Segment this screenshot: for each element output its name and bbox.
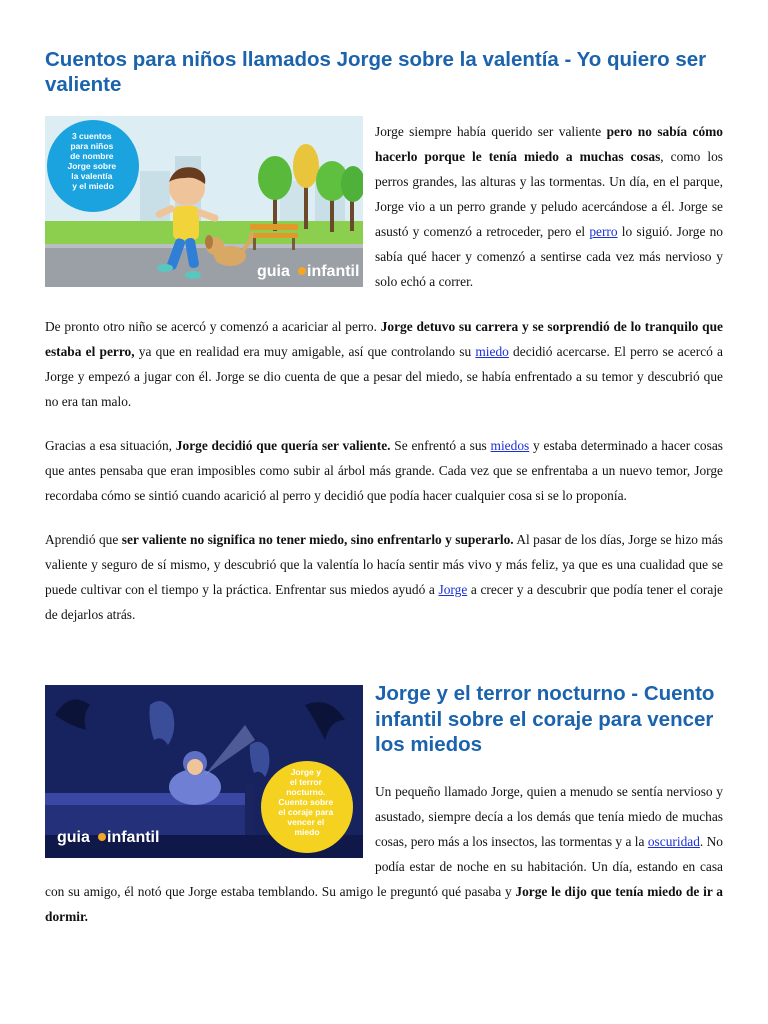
svg-text:3 cuentos para niños xyxy=(67,131,118,191)
p5-text-c: . No podía estar de noche en su habitación. Un día, estando en casa con su amigo, él notó que Jorge estaba temblando. Su amigo le preguntó qué pasaba y xyxy=(45,834,723,899)
badge-1-line-6: y el miedo xyxy=(72,181,114,191)
logo-2-left: guia xyxy=(57,829,90,846)
p4-text-d: a crecer y a descubrir que podía tener el coraje de dejarlos atrás. xyxy=(45,582,723,622)
svg-text:guia xyxy=(257,263,290,280)
link-perro[interactable]: perro xyxy=(589,224,618,239)
article-title-2: Jorge y el terror nocturno - Cuento infantil sobre el coraje para vencer los miedos xyxy=(375,682,715,756)
p4-bold: ser valiente no significa no tener miedo, sino enfrentarlo y superarlo. xyxy=(121,532,514,547)
badge-1-line-3: de nombre xyxy=(70,151,114,161)
p5-text-a: Un pequeño llamado Jorge, quien a menudo se sentía nervioso y asustado, siempre decía a los demás que tenía miedo de muchas cosas, pero más a los insectos, las tormentas y a la xyxy=(375,784,723,849)
link-miedo[interactable]: miedo xyxy=(475,344,509,359)
p4-text-a: Aprendió que xyxy=(45,532,122,547)
p2-text-d: decidió acercarse. El perro se acercó a Jorge y empezó a jugar con él. Jorge se dio cuenta de que a pesar del miedo, se había enfrentado a su temor y descubrió que no era tan malo. xyxy=(45,344,723,409)
paragraph-5 xyxy=(45,779,723,929)
image-wrap-spacer xyxy=(45,779,375,879)
p3-bold: Jorge decidió que quería ser valiente. xyxy=(175,438,391,453)
link-jorge[interactable]: Jorge xyxy=(438,582,468,597)
p3-text-c: Se enfrentó a sus xyxy=(390,438,491,453)
p2-text-c: ya que en realidad era muy amigable, así que controlando su xyxy=(134,344,476,359)
link-oscuridad[interactable]: oscuridad xyxy=(647,834,700,849)
p1-text-a: Jorge siempre había querido ser valiente xyxy=(375,124,607,139)
p3-text-a: Gracias a esa situación, xyxy=(45,438,176,453)
link-miedos[interactable]: miedos xyxy=(490,438,530,453)
p2-bold: Jorge detuvo su carrera y se sorprendió de lo tranquilo que estaba el perro, xyxy=(45,319,723,359)
logo-1-right: infantil xyxy=(307,263,360,280)
badge-2-line-4: Cuento sobre xyxy=(278,797,334,807)
badge-2-line-3: nocturno. xyxy=(286,787,326,797)
badge-1-line-4: Jorge sobre xyxy=(67,161,117,171)
badge-2-line-7: miedo xyxy=(294,827,320,837)
paragraph-4 xyxy=(45,527,723,627)
logo-2-right: infantil xyxy=(107,829,160,846)
p5-bold: Jorge le dijo que tenía miedo de ir a dormir. xyxy=(45,884,723,924)
article-image-1 xyxy=(45,116,363,287)
paragraph-1 xyxy=(375,119,723,294)
article-title-1: Cuentos para niños llamados Jorge sobre la valentía - Yo quiero ser valiente xyxy=(45,48,707,96)
badge-2-line-6: vencer el xyxy=(287,817,325,827)
logo-1-left: guia xyxy=(257,263,290,280)
badge-2-line-5: el coraje para xyxy=(278,807,334,817)
p3-text-d: y estaba determinado a hacer cosas que antes pensaba que eran imposibles como subir al árbol más grande. Cada vez que se enfrentaba a un nuevo temor, Jorge recordaba cómo se sintió cuando acarició al perro y decidió que podía hacer cualquier cosa si se lo proponía. xyxy=(45,438,723,503)
badge-1-line-5: la valentía xyxy=(71,171,113,181)
badge-2-line-1: Jorge y xyxy=(290,767,321,777)
p1-bold: pero no sabía cómo hacerlo porque le tenía miedo a muchas cosas xyxy=(375,124,724,164)
badge-2-line-2: el terror xyxy=(289,777,322,787)
paragraph-3 xyxy=(45,433,723,508)
paragraph-2 xyxy=(45,314,723,414)
p4-text-c: Al pasar de los días, Jorge se hizo más valiente y seguro de sí mismo, y descubrió que la valentía lo hacía sentir más vivo y más feliz, ya que es una cualidad que se puede cultivar con el tiempo y la práctica. Enfrentar sus miedos ayudó a xyxy=(45,532,723,597)
badge-1-line-2: para niños xyxy=(70,141,114,151)
badge-1-line-1: 3 cuentos xyxy=(71,131,112,141)
p1-text-d: lo siguió. Jorge no sabía qué hacer y comenzó a sentirse cada vez más nervioso y solo echó a correr. xyxy=(375,224,723,289)
p1-text-c: , como los perros grandes, las alturas y las tormentas. Un día, en el parque, Jorge vio a un perro grande y peludo acercándose a él. Jorge se asustó y comenzó a retroceder, pero el xyxy=(375,149,723,239)
p2-text-a: De pronto otro niño se acercó y comenzó a acariciar al perro. xyxy=(45,319,381,334)
svg-text:infantil xyxy=(307,263,359,280)
